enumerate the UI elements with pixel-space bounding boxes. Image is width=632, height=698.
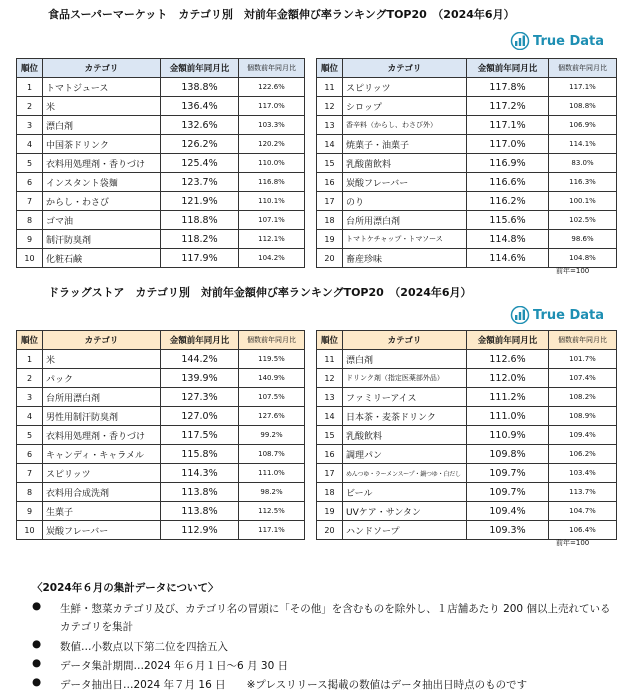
table-row xyxy=(17,407,305,426)
amount-ratio-cell: 115.6% xyxy=(467,211,549,230)
amount-ratio-cell: 127.3% xyxy=(161,388,239,407)
amount-ratio-cell: 114.8% xyxy=(467,230,549,249)
rank-cell: 4 xyxy=(17,407,43,426)
rank-cell: 1 xyxy=(17,78,43,97)
table-row xyxy=(317,407,617,426)
count-ratio-cell: 116.3% xyxy=(549,173,617,192)
true-data-logo xyxy=(510,32,604,50)
count-ratio-cell: 117.1% xyxy=(549,78,617,97)
amount-ratio-header: 金額前年同月比 xyxy=(161,331,239,350)
category-header: カテゴリ xyxy=(43,331,161,350)
rank-cell: 11 xyxy=(317,78,343,97)
count-ratio-cell: 119.5% xyxy=(239,350,305,369)
category-cell: 調理パン xyxy=(343,445,467,464)
rank-cell: 18 xyxy=(317,211,343,230)
rank-header: 順位 xyxy=(17,59,43,78)
rank-cell: 19 xyxy=(317,230,343,249)
category-cell: 漂白剤 xyxy=(343,350,467,369)
count-ratio-header: 個数前年同月比 xyxy=(549,331,617,350)
table-row xyxy=(317,211,617,230)
bar-chart-icon xyxy=(510,32,530,50)
amount-ratio-cell: 112.6% xyxy=(467,350,549,369)
category-cell: 台所用漂白剤 xyxy=(43,388,161,407)
rank-cell: 12 xyxy=(317,369,343,388)
rank-cell: 10 xyxy=(17,249,43,268)
rank-cell: 13 xyxy=(317,388,343,407)
amount-ratio-cell: 109.3% xyxy=(467,521,549,540)
rank-cell: 9 xyxy=(17,230,43,249)
count-ratio-cell: 106.9% xyxy=(549,116,617,135)
table-header-row xyxy=(17,59,305,78)
amount-ratio-cell: 125.4% xyxy=(161,154,239,173)
count-ratio-cell: 117.1% xyxy=(239,521,305,540)
amount-ratio-cell: 117.2% xyxy=(467,97,549,116)
count-ratio-cell: 107.4% xyxy=(549,369,617,388)
count-ratio-cell: 110.1% xyxy=(239,192,305,211)
table-row xyxy=(17,521,305,540)
table-row xyxy=(317,369,617,388)
count-ratio-cell: 117.0% xyxy=(239,97,305,116)
rank-cell: 8 xyxy=(17,483,43,502)
category-cell: 衣料用合成洗剤 xyxy=(43,483,161,502)
amount-ratio-cell: 109.7% xyxy=(467,464,549,483)
amount-ratio-cell: 113.8% xyxy=(161,483,239,502)
amount-ratio-cell: 118.2% xyxy=(161,230,239,249)
table-row xyxy=(17,154,305,173)
rank-cell: 19 xyxy=(317,502,343,521)
count-ratio-cell: 100.1% xyxy=(549,192,617,211)
count-ratio-cell: 106.4% xyxy=(549,521,617,540)
amount-ratio-header: 金額前年同月比 xyxy=(467,59,549,78)
logo-text: True Data xyxy=(533,307,604,323)
table-row xyxy=(17,426,305,445)
amount-ratio-cell: 110.9% xyxy=(467,426,549,445)
category-cell: シロップ xyxy=(343,97,467,116)
table-row xyxy=(17,445,305,464)
count-ratio-cell: 110.0% xyxy=(239,154,305,173)
table-row xyxy=(317,502,617,521)
count-ratio-cell: 113.7% xyxy=(549,483,617,502)
count-ratio-cell: 104.2% xyxy=(239,249,305,268)
amount-ratio-cell: 117.8% xyxy=(467,78,549,97)
amount-ratio-cell: 116.2% xyxy=(467,192,549,211)
amount-ratio-cell: 138.8% xyxy=(161,78,239,97)
count-ratio-header: 個数前年同月比 xyxy=(239,331,305,350)
category-cell: 衣料用処理剤・香りづけ xyxy=(43,426,161,445)
food-ranking-title: 食品スーパーマーケット カテゴリ別 対前年金額伸び率ランキングTOP20 （2024年6月） xyxy=(48,8,515,21)
amount-ratio-cell: 126.2% xyxy=(161,135,239,154)
category-cell: 米 xyxy=(43,97,161,116)
category-cell: 化粧石鹸 xyxy=(43,249,161,268)
bullet-icon: ● xyxy=(32,600,42,612)
category-cell: のり xyxy=(343,192,467,211)
table-row xyxy=(317,388,617,407)
category-cell: 米 xyxy=(43,350,161,369)
category-header: カテゴリ xyxy=(43,59,161,78)
food-base-note: 前年=100 xyxy=(556,267,590,275)
count-ratio-cell: 108.7% xyxy=(239,445,305,464)
count-ratio-header: 個数前年同月比 xyxy=(239,59,305,78)
table-row xyxy=(317,350,617,369)
count-ratio-cell: 107.5% xyxy=(239,388,305,407)
table-row xyxy=(317,426,617,445)
rank-cell: 11 xyxy=(317,350,343,369)
amount-ratio-cell: 117.5% xyxy=(161,426,239,445)
amount-ratio-cell: 109.4% xyxy=(467,502,549,521)
amount-ratio-cell: 111.0% xyxy=(467,407,549,426)
category-cell: 台所用漂白剤 xyxy=(343,211,467,230)
count-ratio-cell: 98.6% xyxy=(549,230,617,249)
count-ratio-cell: 108.9% xyxy=(549,407,617,426)
rank-cell: 1 xyxy=(17,350,43,369)
drug-ranking-title: ドラッグストア カテゴリ別 対前年金額伸び率ランキングTOP20 （2024年6月） xyxy=(48,286,472,299)
bar-chart-icon xyxy=(510,306,530,324)
table-row xyxy=(17,97,305,116)
count-ratio-cell: 108.8% xyxy=(549,97,617,116)
rank-cell: 20 xyxy=(317,249,343,268)
count-ratio-cell: 120.2% xyxy=(239,135,305,154)
table-header-row xyxy=(317,331,617,350)
rank-cell: 14 xyxy=(317,407,343,426)
rank-cell: 18 xyxy=(317,483,343,502)
amount-ratio-cell: 116.6% xyxy=(467,173,549,192)
table-row xyxy=(317,97,617,116)
count-ratio-cell: 112.5% xyxy=(239,502,305,521)
category-cell: スピリッツ xyxy=(43,464,161,483)
count-ratio-cell: 122.6% xyxy=(239,78,305,97)
category-cell: 制汗防臭剤 xyxy=(43,230,161,249)
count-ratio-cell: 116.8% xyxy=(239,173,305,192)
true-data-logo xyxy=(510,306,604,324)
count-ratio-cell: 108.2% xyxy=(549,388,617,407)
amount-ratio-cell: 123.7% xyxy=(161,173,239,192)
food-ranking-table-11-20 xyxy=(316,58,617,268)
category-cell: UVケア・サンタン xyxy=(343,502,467,521)
table-row xyxy=(317,135,617,154)
category-cell: ファミリーアイス xyxy=(343,388,467,407)
count-ratio-cell: 107.1% xyxy=(239,211,305,230)
table-row xyxy=(317,464,617,483)
count-ratio-cell: 99.2% xyxy=(239,426,305,445)
category-cell: ドリンク剤（指定医薬部外品） xyxy=(343,369,467,388)
table-row xyxy=(17,78,305,97)
table-row xyxy=(17,502,305,521)
count-ratio-cell: 104.7% xyxy=(549,502,617,521)
rank-cell: 6 xyxy=(17,173,43,192)
drug-base-note: 前年=100 xyxy=(556,539,590,547)
amount-ratio-cell: 117.1% xyxy=(467,116,549,135)
drug-ranking-table-11-20 xyxy=(316,330,617,540)
rank-cell: 8 xyxy=(17,211,43,230)
table-row xyxy=(317,154,617,173)
category-cell: 中国茶ドリンク xyxy=(43,135,161,154)
table-row xyxy=(317,192,617,211)
table-row xyxy=(17,230,305,249)
category-cell: ゴマ油 xyxy=(43,211,161,230)
rank-cell: 16 xyxy=(317,173,343,192)
category-cell: 炭酸フレーバー xyxy=(43,521,161,540)
category-cell: スピリッツ xyxy=(343,78,467,97)
table-row xyxy=(17,350,305,369)
count-ratio-cell: 103.3% xyxy=(239,116,305,135)
table-row xyxy=(17,249,305,268)
category-cell: 生菓子 xyxy=(43,502,161,521)
category-header: カテゴリ xyxy=(343,59,467,78)
note-item: データ集計期間…2024 年６月１日～6 月 30 日 xyxy=(60,660,289,672)
rank-cell: 13 xyxy=(317,116,343,135)
food-ranking-table-1-10 xyxy=(16,58,305,268)
count-ratio-cell: 83.0% xyxy=(549,154,617,173)
category-cell: 焼菓子・油菓子 xyxy=(343,135,467,154)
amount-ratio-cell: 118.8% xyxy=(161,211,239,230)
amount-ratio-cell: 132.6% xyxy=(161,116,239,135)
category-cell: からし・わさび xyxy=(43,192,161,211)
rank-cell: 2 xyxy=(17,97,43,116)
category-cell: インスタント袋麺 xyxy=(43,173,161,192)
bullet-icon: ● xyxy=(32,638,42,650)
count-ratio-cell: 101.7% xyxy=(549,350,617,369)
amount-ratio-cell: 117.9% xyxy=(161,249,239,268)
rank-cell: 3 xyxy=(17,388,43,407)
table-row xyxy=(17,211,305,230)
table-row xyxy=(17,464,305,483)
category-cell: ビール xyxy=(343,483,467,502)
category-cell: 乳酸菌飲料 xyxy=(343,154,467,173)
amount-ratio-cell: 144.2% xyxy=(161,350,239,369)
category-cell: 畜産珍味 xyxy=(343,249,467,268)
category-cell: トマトジュース xyxy=(43,78,161,97)
note-item: データ抽出日…2024 年７月 16 日 ※プレスリリース掲載の数値はデータ抽出日時点のものです xyxy=(60,679,528,691)
rank-cell: 7 xyxy=(17,464,43,483)
category-cell: 衣料用処理剤・香りづけ xyxy=(43,154,161,173)
note-item: 数値…小数点以下第二位を四捨五入 xyxy=(60,641,228,653)
table-row xyxy=(317,249,617,268)
amount-ratio-cell: 112.9% xyxy=(161,521,239,540)
amount-ratio-header: 金額前年同月比 xyxy=(467,331,549,350)
amount-ratio-cell: 139.9% xyxy=(161,369,239,388)
rank-cell: 10 xyxy=(17,521,43,540)
table-row xyxy=(17,388,305,407)
count-ratio-cell: 103.4% xyxy=(549,464,617,483)
rank-cell: 17 xyxy=(317,192,343,211)
table-row xyxy=(317,116,617,135)
category-cell: めんつゆ・ラーメンスープ・鍋つゆ・白だし xyxy=(343,464,467,483)
rank-cell: 15 xyxy=(317,426,343,445)
table-header-row xyxy=(17,331,305,350)
rank-cell: 9 xyxy=(17,502,43,521)
category-cell: キャンディ・キャラメル xyxy=(43,445,161,464)
count-ratio-cell: 114.1% xyxy=(549,135,617,154)
rank-cell: 5 xyxy=(17,154,43,173)
table-row xyxy=(17,483,305,502)
amount-ratio-cell: 117.0% xyxy=(467,135,549,154)
rank-cell: 6 xyxy=(17,445,43,464)
rank-cell: 2 xyxy=(17,369,43,388)
amount-ratio-cell: 115.8% xyxy=(161,445,239,464)
amount-ratio-cell: 111.2% xyxy=(467,388,549,407)
amount-ratio-cell: 114.3% xyxy=(161,464,239,483)
category-cell: パック xyxy=(43,369,161,388)
category-cell: 男性用制汗防臭剤 xyxy=(43,407,161,426)
category-cell: 炭酸フレーバー xyxy=(343,173,467,192)
amount-ratio-cell: 113.8% xyxy=(161,502,239,521)
amount-ratio-cell: 109.8% xyxy=(467,445,549,464)
table-row xyxy=(17,192,305,211)
count-ratio-cell: 140.9% xyxy=(239,369,305,388)
rank-cell: 17 xyxy=(317,464,343,483)
rank-cell: 7 xyxy=(17,192,43,211)
category-header: カテゴリ xyxy=(343,331,467,350)
rank-cell: 14 xyxy=(317,135,343,154)
drug-ranking-table-1-10 xyxy=(16,330,305,540)
amount-ratio-cell: 116.9% xyxy=(467,154,549,173)
count-ratio-cell: 106.2% xyxy=(549,445,617,464)
logo-text: True Data xyxy=(533,33,604,49)
rank-cell: 20 xyxy=(317,521,343,540)
count-ratio-cell: 112.1% xyxy=(239,230,305,249)
rank-cell: 5 xyxy=(17,426,43,445)
count-ratio-cell: 111.0% xyxy=(239,464,305,483)
category-cell: トマトケチャップ・トマソース xyxy=(343,230,467,249)
amount-ratio-header: 金額前年同月比 xyxy=(161,59,239,78)
notes-heading: 〈2024年６月の集計データについて〉 xyxy=(32,582,219,594)
rank-header: 順位 xyxy=(317,59,343,78)
amount-ratio-cell: 121.9% xyxy=(161,192,239,211)
note-item: 生鮮・惣菜カテゴリ及び、カテゴリ名の冒頭に「その他」を含むものを除外し、１店舗あたり 200 個以上売れているカテゴリを集計 xyxy=(60,603,611,633)
rank-cell: 4 xyxy=(17,135,43,154)
table-row xyxy=(17,116,305,135)
amount-ratio-cell: 127.0% xyxy=(161,407,239,426)
table-row xyxy=(317,230,617,249)
table-row xyxy=(317,78,617,97)
category-cell: 香辛料（からし、わさび外） xyxy=(343,116,467,135)
rank-header: 順位 xyxy=(17,331,43,350)
category-cell: ハンドソープ xyxy=(343,521,467,540)
count-ratio-cell: 102.5% xyxy=(549,211,617,230)
rank-cell: 16 xyxy=(317,445,343,464)
count-ratio-cell: 109.4% xyxy=(549,426,617,445)
table-row xyxy=(317,483,617,502)
table-header-row xyxy=(317,59,617,78)
bullet-icon: ● xyxy=(32,657,42,669)
rank-header: 順位 xyxy=(317,331,343,350)
table-row xyxy=(317,521,617,540)
bullet-icon: ● xyxy=(32,676,42,688)
amount-ratio-cell: 114.6% xyxy=(467,249,549,268)
rank-cell: 12 xyxy=(317,97,343,116)
amount-ratio-cell: 136.4% xyxy=(161,97,239,116)
category-cell: 乳酸飲料 xyxy=(343,426,467,445)
rank-cell: 15 xyxy=(317,154,343,173)
rank-cell: 3 xyxy=(17,116,43,135)
table-row xyxy=(317,173,617,192)
table-row xyxy=(17,135,305,154)
count-ratio-cell: 98.2% xyxy=(239,483,305,502)
amount-ratio-cell: 109.7% xyxy=(467,483,549,502)
count-ratio-header: 個数前年同月比 xyxy=(549,59,617,78)
table-row xyxy=(17,369,305,388)
count-ratio-cell: 127.6% xyxy=(239,407,305,426)
table-row xyxy=(317,445,617,464)
count-ratio-cell: 104.8% xyxy=(549,249,617,268)
table-row xyxy=(17,173,305,192)
category-cell: 漂白剤 xyxy=(43,116,161,135)
category-cell: 日本茶・麦茶ドリンク xyxy=(343,407,467,426)
amount-ratio-cell: 112.0% xyxy=(467,369,549,388)
